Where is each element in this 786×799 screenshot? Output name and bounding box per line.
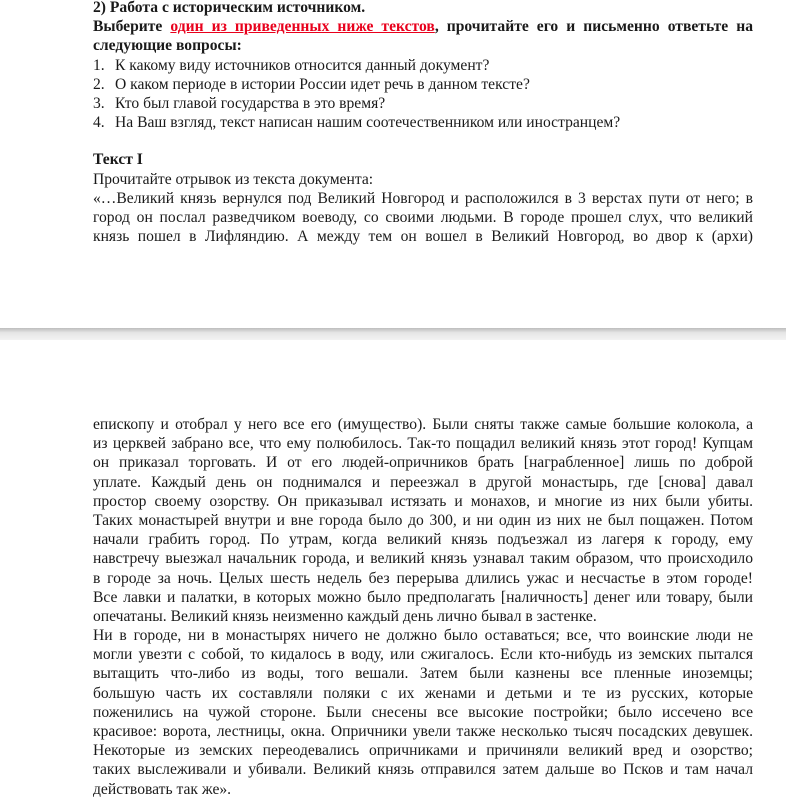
text-heading: Текст I [93, 151, 143, 169]
text-line: красивое: ворота, лестницы, окна. Опричники увели также несколько тысяч посадских девушек. [93, 723, 753, 741]
text-line: опечатаны. Великий князь неизменно каждый день лично бывал в застенке. [93, 607, 597, 625]
page-2-content [93, 415, 753, 799]
text-line: он приказал торговать. И от его людей-опричников брать [награбленное] лишь по доброй [93, 454, 753, 472]
page-break [0, 328, 786, 340]
question-item: 4. На Ваш взгляд, текст написан нашим соотечественником или иностранцем? [93, 114, 621, 132]
text-line: город он послал разведчиком воеводу, со своими людьми. В городе прошел слух, что великий [93, 209, 753, 226]
document-page-1 [0, 0, 786, 328]
section-title: 2) Работа с историческим источником. [93, 0, 366, 16]
instruction-prefix: Выберите [93, 18, 171, 36]
instruction-line-2: следующие вопросы: [93, 37, 242, 55]
instruction-suffix: , прочитайте его и письменно ответьте на [434, 18, 753, 36]
text-line: в городе за ночь. Целых шесть недель без перерыва длились ужас и несчастье в этом городе! [93, 569, 753, 587]
text-excerpt-part-2 [93, 415, 753, 626]
document-page-2 [0, 340, 786, 798]
instruction-line-1 [93, 17, 753, 36]
page-1-content [93, 0, 753, 246]
text-line: действовать так же». [93, 780, 232, 798]
question-item: 1. К какому виду источников относится данный документ? [93, 56, 490, 74]
text-line: таких выслеживали и убивали. Великий князь отправился затем дальше во Псков и там начал [93, 761, 753, 779]
text-line: вытащить что-либо из воды, того вешали. Затем были казнены все пленные иноземцы; [93, 665, 753, 683]
text-line: Ни в городе, ни в монастырях ничего не должно было оставаться; все, что воинские люди не [93, 627, 753, 645]
texts-link[interactable]: один из приведенных ниже текстов [170, 18, 435, 36]
text-line: навстречу выезжал начальник города, и великий князь узнавал таким образом, что происходило [93, 550, 753, 568]
text-line: из церквей забрано все, что ему полюбилось. Так-то пощадил великий князь этот город! Купцам [93, 435, 753, 453]
text-line: Таких монастырей внутри и вне города было до 300, и ни один из них не был пощажен. Потом [93, 511, 753, 529]
question-item: 3. Кто был главой государства в это время? [93, 95, 386, 112]
text-line: большую часть их составляли поляки с их женами и детьми и те из русских, которые [93, 684, 753, 702]
text-line: могли увезти с собой, то кидалось в воду, или сжигалось. Если кто-нибудь из земских пытался [93, 646, 753, 664]
text-excerpt-part-1 [93, 189, 753, 247]
questions-list [93, 56, 753, 133]
question-item: 2. О каком периоде в истории России идет речь в данном тексте? [93, 75, 530, 93]
text-line: Все лавки и палатки, в которых можно было предполагать [наличность] денег или товару, были [93, 588, 753, 606]
text-line: уплате. Каждый день он поднимался и переезжал в другой монастырь, где [снова] давал [93, 473, 753, 491]
text-line: «…Великий князь вернулся под Великий Новгород и расположился в 3 верстах пути от него; в [93, 189, 753, 207]
text-line: князь пошел в Лифляндию. А между тем он вошел в Великий Новгород, во двор к (архи) [93, 228, 753, 246]
text-line: начали грабить город. По утрам, когда великий князь подъезжал из лагеря к городу, ему [93, 531, 753, 549]
text-line: Некоторые из земских переодевались опричниками и причиняли великий вред и озорство; [93, 742, 753, 760]
text-prompt: Прочитайте отрывок из текста документа: [93, 170, 374, 188]
text-line: поженились на чужой стороне. Были снесены все высокие постройки; было иссечено все [93, 703, 753, 721]
text-line: простор своему озорству. Он приказывал истязать и монахов, и многие из них были убиты. [93, 492, 753, 510]
text-excerpt-part-3 [93, 626, 753, 799]
text-line: епископу и отобрал у него все его (имущество). Были сняты также самые большие колокола, а [93, 416, 753, 433]
